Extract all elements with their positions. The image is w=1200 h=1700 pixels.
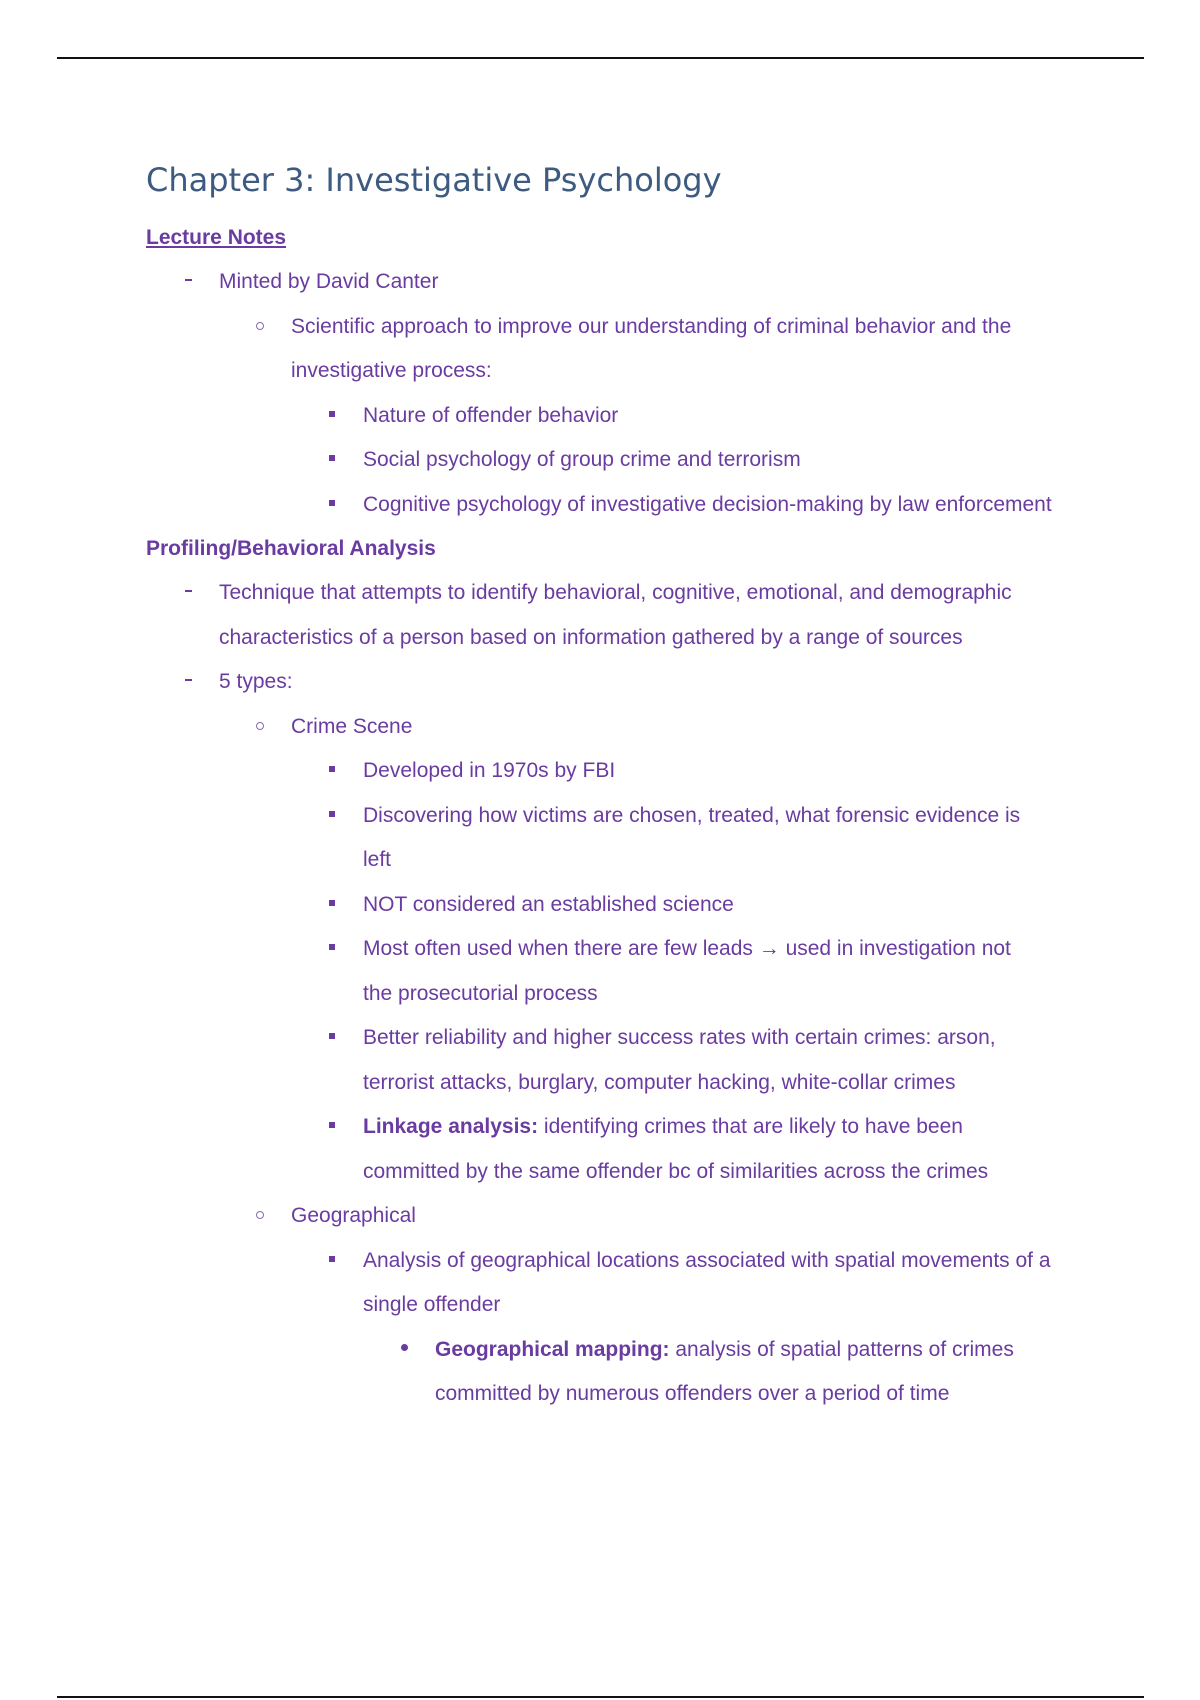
square-bullet-icon (322, 794, 342, 839)
list-item-text-cont: left (363, 848, 392, 871)
list-item-text: 5 types: (219, 670, 293, 693)
list-item-text-cont: committed by the same offender bc of similarities across the crimes (363, 1159, 989, 1183)
list-item-text: Scientific approach to improve our understanding of criminal behavior and the (291, 314, 1012, 338)
term-linkage-analysis: Linkage analysis: (363, 1115, 539, 1138)
section-heading-profiling (146, 527, 1106, 571)
list-item-text: Analysis of geographical locations associated with spatial movements of a (363, 1248, 1051, 1272)
term-geographical-mapping: Geographical mapping: (435, 1337, 670, 1361)
list-item-text-cont: the prosecutorial process (363, 981, 598, 1005)
list-item-text: Nature of offender behavior (363, 403, 619, 427)
lecture-notes-list (146, 260, 1106, 527)
list-item (146, 927, 1106, 1016)
dash-bullet-icon (178, 571, 198, 616)
square-bullet-icon (322, 1239, 342, 1284)
list-item-text: Better reliability and higher success rates with certain crimes: arson, (363, 1026, 996, 1049)
list-item (146, 260, 1106, 305)
square-bullet-icon (322, 438, 342, 483)
list-item-text-cont: terrorist attacks, burglary, computer hacking, white-collar crimes (363, 1070, 956, 1094)
list-item (146, 438, 1106, 483)
list-item (146, 1016, 1106, 1105)
list-item-text: Crime Scene (291, 714, 413, 738)
square-bullet-icon (322, 1016, 342, 1061)
dash-bullet-icon (178, 260, 198, 305)
header-rule (57, 57, 1144, 59)
list-item (146, 394, 1106, 439)
square-bullet-icon (322, 749, 342, 794)
list-item (146, 1239, 1106, 1328)
list-item-text: Cognitive psychology of investigative decision-making by law enforcement (363, 492, 1052, 516)
section-heading-text: Lecture Notes (146, 226, 287, 249)
document-body (146, 160, 1106, 1417)
list-item (146, 705, 1106, 750)
section-heading-text: Profiling/Behavioral Analysis (146, 537, 436, 560)
list-item (146, 794, 1106, 883)
list-item-text: identifying crimes that are likely to have been (538, 1115, 963, 1138)
chapter-title: Chapter 3: Investigative Psychology (146, 161, 722, 199)
list-item-text: Discovering how victims are chosen, treated, what forensic evidence is (363, 803, 1021, 827)
square-bullet-icon (322, 927, 342, 972)
hollow-circle-bullet-icon (250, 705, 270, 750)
list-item-text: Geographical (291, 1204, 416, 1227)
list-item-text: NOT considered an established science (363, 892, 734, 916)
list-item (146, 749, 1106, 794)
list-item-text: Technique that attempts to identify behavioral, cognitive, emotional, and demographic (219, 581, 1012, 604)
hollow-circle-bullet-icon (250, 305, 270, 350)
footer-rule (57, 1696, 1144, 1698)
filled-dot-bullet-icon (394, 1328, 414, 1373)
square-bullet-icon (322, 1105, 342, 1150)
square-bullet-icon (322, 883, 342, 928)
list-item (146, 883, 1106, 928)
list-item-text-cont: investigative process: (291, 359, 492, 382)
square-bullet-icon (322, 394, 342, 439)
list-item-text-cont: single offender (363, 1293, 501, 1316)
list-item (146, 1105, 1106, 1194)
profiling-list (146, 571, 1106, 1417)
dash-bullet-icon (178, 660, 198, 705)
list-item (146, 660, 1106, 705)
list-item (146, 1328, 1106, 1417)
section-heading-lecture-notes (146, 216, 1106, 260)
list-item (146, 1194, 1106, 1239)
list-item-text: Minted by David Canter (219, 270, 439, 293)
list-item-text: Most often used when there are few leads → used in investigation not (363, 937, 1011, 960)
list-item-text: Social psychology of group crime and terrorism (363, 448, 801, 471)
list-item (146, 305, 1106, 394)
list-item (146, 571, 1106, 660)
list-item-text: Developed in 1970s by FBI (363, 759, 616, 782)
list-item-text-cont: characteristics of a person based on information gathered by a range of sources (219, 625, 963, 649)
square-bullet-icon (322, 483, 342, 528)
list-item (146, 483, 1106, 528)
hollow-circle-bullet-icon (250, 1194, 270, 1239)
list-item-text-cont: committed by numerous offenders over a period of time (435, 1382, 950, 1405)
list-item-text: analysis of spatial patterns of crimes (669, 1337, 1014, 1361)
